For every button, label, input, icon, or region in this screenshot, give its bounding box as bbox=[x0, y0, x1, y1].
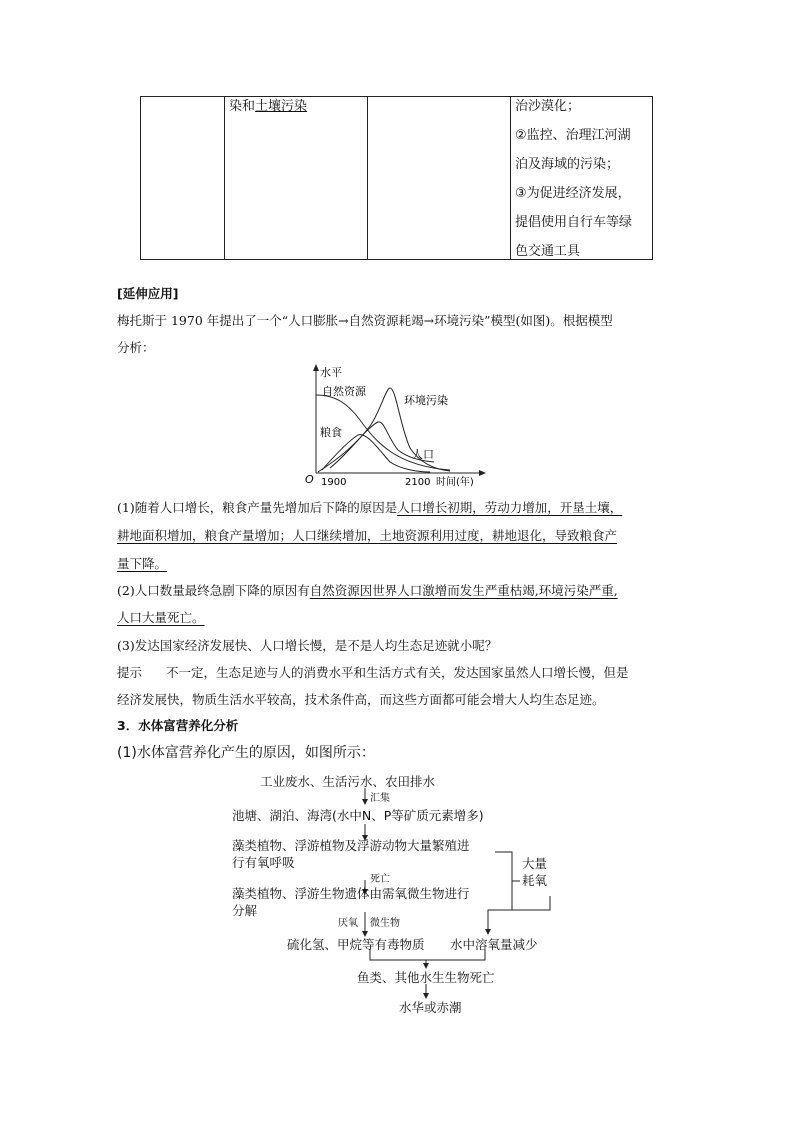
flow-node-bloom: 水华或赤潮 bbox=[399, 1000, 462, 1015]
flow-arrow bbox=[488, 896, 550, 934]
cell-line: 治沙漠化； bbox=[515, 99, 581, 114]
cell-text-underlined: 土壤污染 bbox=[255, 99, 308, 114]
flow-node-water-bodies: 池塘、湖泊、海湾(水中N、P等矿质元素增多) bbox=[232, 808, 484, 823]
series-label: 环境污染 bbox=[404, 394, 448, 407]
section-heading-extend: [延伸应用] bbox=[117, 286, 179, 301]
series-label: 人口 bbox=[412, 448, 434, 461]
section-subheading: (1)水体富营养化产生的原因，如图所示： bbox=[117, 745, 375, 761]
x-tick-label: 2100 bbox=[405, 477, 431, 488]
tip-label: 提示 bbox=[117, 665, 143, 680]
question-text: (1)随着人口增长，粮食产量先增加后下降的原因是 bbox=[117, 500, 398, 515]
cell-line: ②监控、治理江河湖 bbox=[515, 128, 631, 143]
question-text: (2)人口数量最终急剧下降的原因有 bbox=[117, 583, 310, 598]
question-2 bbox=[117, 581, 618, 601]
side-label: 大量 bbox=[522, 856, 548, 871]
origin-label: O bbox=[305, 473, 314, 486]
cell-line: 提倡使用自行车等绿 bbox=[515, 215, 633, 230]
y-axis-arrow bbox=[313, 364, 319, 371]
answer-text: 人口增长初期，劳动力增加，开垦土壤， bbox=[397, 500, 623, 515]
flow-node-wastewater: 工业废水、生活污水、农田排水 bbox=[260, 774, 436, 789]
intro-line: 梅托斯于 1970 年提出了一个“人口膨胀→自然资源耗竭→环境污染”模型(如图)。根据模型 bbox=[117, 313, 613, 328]
series-label: 粮食 bbox=[320, 426, 342, 439]
flow-node-algae-bloom-cont: 行有氧呼吸 bbox=[232, 855, 295, 870]
flow-node-algae-bloom: 藻类植物、浮游植物及浮游动物大量繁殖进 bbox=[232, 838, 470, 853]
x-axis-label: 时间(年) bbox=[436, 477, 474, 488]
section-heading-eutrophication: 3．水体富营养化分析 bbox=[117, 718, 239, 733]
flow-node-oxygen-decrease: 水中溶氧量减少 bbox=[450, 937, 538, 952]
answer-line: 量下降。 bbox=[117, 556, 168, 571]
y-axis-label: 水平 bbox=[320, 366, 342, 379]
flow-arrow-label: 汇集 bbox=[370, 793, 390, 804]
table-column-divider bbox=[510, 97, 511, 259]
cell-line: ③为促进经济发展， bbox=[515, 186, 631, 201]
oxygen-bracket bbox=[495, 852, 512, 910]
tip-line: 经济发展快，物质生活水平较高，技术条件高，而这些方面都可能会增大人均生态足迹。 bbox=[117, 692, 605, 707]
tip-line bbox=[117, 663, 629, 683]
answer-line: 人口大量死亡。 bbox=[117, 610, 205, 625]
population-model-chart bbox=[300, 362, 490, 488]
cell-text: 染和 bbox=[229, 99, 256, 114]
flow-arrow-label: 厌氧 bbox=[338, 918, 358, 929]
cell-line: 色交通工具 bbox=[515, 244, 581, 259]
flow-arrow-label: 微生物 bbox=[370, 918, 400, 929]
answer-line: 耕地面积增加，粮食产量增加；人口继续增加，土地资源利用过度，耕地退化，导致粮食产 bbox=[117, 528, 618, 543]
x-tick-label: 1900 bbox=[321, 477, 347, 488]
flow-arrow-label: 死亡 bbox=[370, 874, 390, 885]
tip-text: 不一定，生态足迹与人的消费水平和生活方式有关，发达国家虽然人口增长慢，但是 bbox=[166, 665, 629, 680]
table-cell-col4 bbox=[515, 92, 632, 266]
x-axis-arrow bbox=[479, 470, 486, 476]
table-column-divider bbox=[367, 97, 368, 259]
table-cell-col2 bbox=[229, 92, 307, 121]
table-column-divider bbox=[224, 97, 225, 259]
question-1 bbox=[117, 498, 622, 518]
cell-line: 泊及海域的污染； bbox=[515, 157, 620, 172]
side-label: 耗氧 bbox=[522, 873, 548, 888]
series-label: 自然资源 bbox=[322, 385, 366, 398]
intro-line: 分析： bbox=[117, 340, 155, 355]
question-3: (3)发达国家经济发展快、人口增长慢，是不是人均生态足迹就小呢？ bbox=[117, 638, 498, 653]
flow-node-decomposition-cont: 分解 bbox=[232, 903, 258, 918]
answer-text: 自然资源因世界人口激增而发生严重枯竭,环境污染严重, bbox=[309, 583, 618, 598]
flow-node-death: 鱼类、其他水生生物死亡 bbox=[357, 970, 495, 985]
flow-node-toxic-substances: 硫化氢、甲烷等有毒物质 bbox=[287, 937, 425, 952]
flow-node-decomposition: 藻类植物、浮游生物遗体由需氧微生物进行 bbox=[232, 886, 470, 901]
